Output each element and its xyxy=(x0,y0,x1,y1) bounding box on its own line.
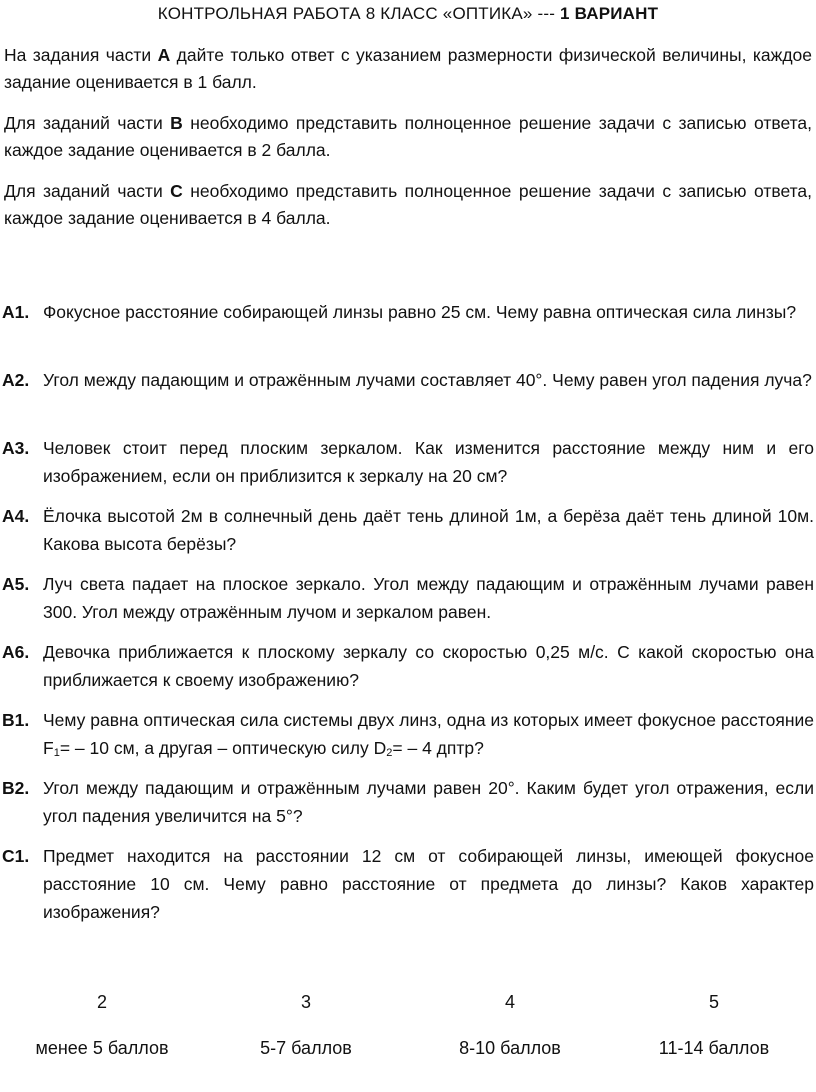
question-text-part: = – 4 дптр? xyxy=(392,738,484,758)
grade-2-range: менее 5 баллов xyxy=(35,1038,169,1058)
question-text: Луч света падает на плоское зеркало. Угол между падающим и отражённым лучами равен 300. Угол между отражённым лучом и зеркалом равен. xyxy=(43,574,814,622)
question-a1 xyxy=(2,298,814,326)
intro-text: необходимо представить полноценное решение задачи с записью ответа, каждое задание оценивается в 2 балла. xyxy=(4,113,813,160)
question-text: Фокусное расстояние собирающей линзы равно 25 см. Чему равна оптическая сила линзы? xyxy=(43,302,797,322)
grade-4-range: 8-10 баллов xyxy=(459,1038,561,1058)
question-number: А5. xyxy=(2,574,30,594)
question-a4 xyxy=(2,502,814,558)
question-text xyxy=(43,706,814,767)
question-number: А3. xyxy=(2,438,30,458)
intro-part-b xyxy=(4,110,812,164)
question-number: А1. xyxy=(2,302,30,322)
question-number: В1. xyxy=(2,710,30,730)
question-number: В2. xyxy=(2,778,30,798)
intro-text: необходимо представить полноценное решение задачи с записью ответа, каждое задание оценивается в 4 балла. xyxy=(4,181,813,228)
question-c1 xyxy=(2,842,814,926)
question-b2 xyxy=(2,774,814,830)
question-number: А6. xyxy=(2,642,30,662)
question-number: С1. xyxy=(2,846,30,866)
question-text-part: = – 10 см, а другая – оптическую силу D xyxy=(59,738,387,758)
grade-3-range: 5-7 баллов xyxy=(260,1038,352,1058)
grade-4: 4 xyxy=(504,992,515,1012)
intro-part-label: С xyxy=(170,181,183,201)
question-text: Ёлочка высотой 2м в солнечный день даёт тень длиной 1м, а берёза даёт тень длиной 10м. Какова высота берёзы? xyxy=(43,506,814,554)
question-text: Человек стоит перед плоским зеркалом. Как изменится расстояние между ним и его изображением, если он приблизится к зеркалу на 20 см? xyxy=(43,438,814,486)
subscript: 1 xyxy=(53,747,60,759)
question-a3 xyxy=(2,434,814,490)
grade-5: 5 xyxy=(708,992,719,1012)
intro-part-c xyxy=(4,178,812,232)
intro-part-a xyxy=(4,42,812,96)
grade-5-range: 11-14 баллов xyxy=(658,1038,770,1058)
question-b1 xyxy=(2,706,814,767)
question-text: Девочка приближается к плоскому зеркалу со скоростью 0,25 м/с. С какой скоростью она приближается к своему изображению? xyxy=(43,642,814,690)
intro-part-label: В xyxy=(170,113,183,133)
intro-text: На задания части xyxy=(4,45,158,65)
question-text: Угол между падающим и отражённым лучами равен 20°. Каким будет угол отражения, если угол падения увеличится на 5°? xyxy=(43,778,814,826)
subscript: 2 xyxy=(386,747,393,759)
grade-3: 3 xyxy=(300,992,311,1012)
intro-text: дайте только ответ с указанием размерности физической величины, каждое задание оценивается в 1 балл. xyxy=(4,45,812,92)
question-number: А2. xyxy=(2,370,30,390)
intro-text: Для заданий части xyxy=(4,181,171,201)
question-text: Угол между падающим и отражённым лучами составляет 40°. Чему равен угол падения луча? xyxy=(43,370,812,390)
question-text: Предмет находится на расстоянии 12 см от собирающей линзы, имеющей фокусное расстояние 10 см. Чему равно расстояние от предмета до линзы? Каков характер изображения? xyxy=(43,846,814,922)
question-text-part: Чему равна оптическая сила системы двух линз, одна из которых имеет фокусное расстояние F xyxy=(43,710,814,758)
title-text: КОНТРОЛЬНАЯ РАБОТА 8 КЛАСС «ОПТИКА» --- xyxy=(157,4,561,23)
question-a6 xyxy=(2,638,814,694)
question-a5 xyxy=(2,570,814,626)
intro-text: Для заданий части xyxy=(4,113,171,133)
grade-2: 2 xyxy=(96,992,107,1012)
question-a2 xyxy=(2,366,814,394)
title-variant: 1 ВАРИАНТ xyxy=(560,4,659,23)
page-title xyxy=(0,4,816,24)
intro-part-label: А xyxy=(157,45,171,65)
question-number: А4. xyxy=(2,506,30,526)
